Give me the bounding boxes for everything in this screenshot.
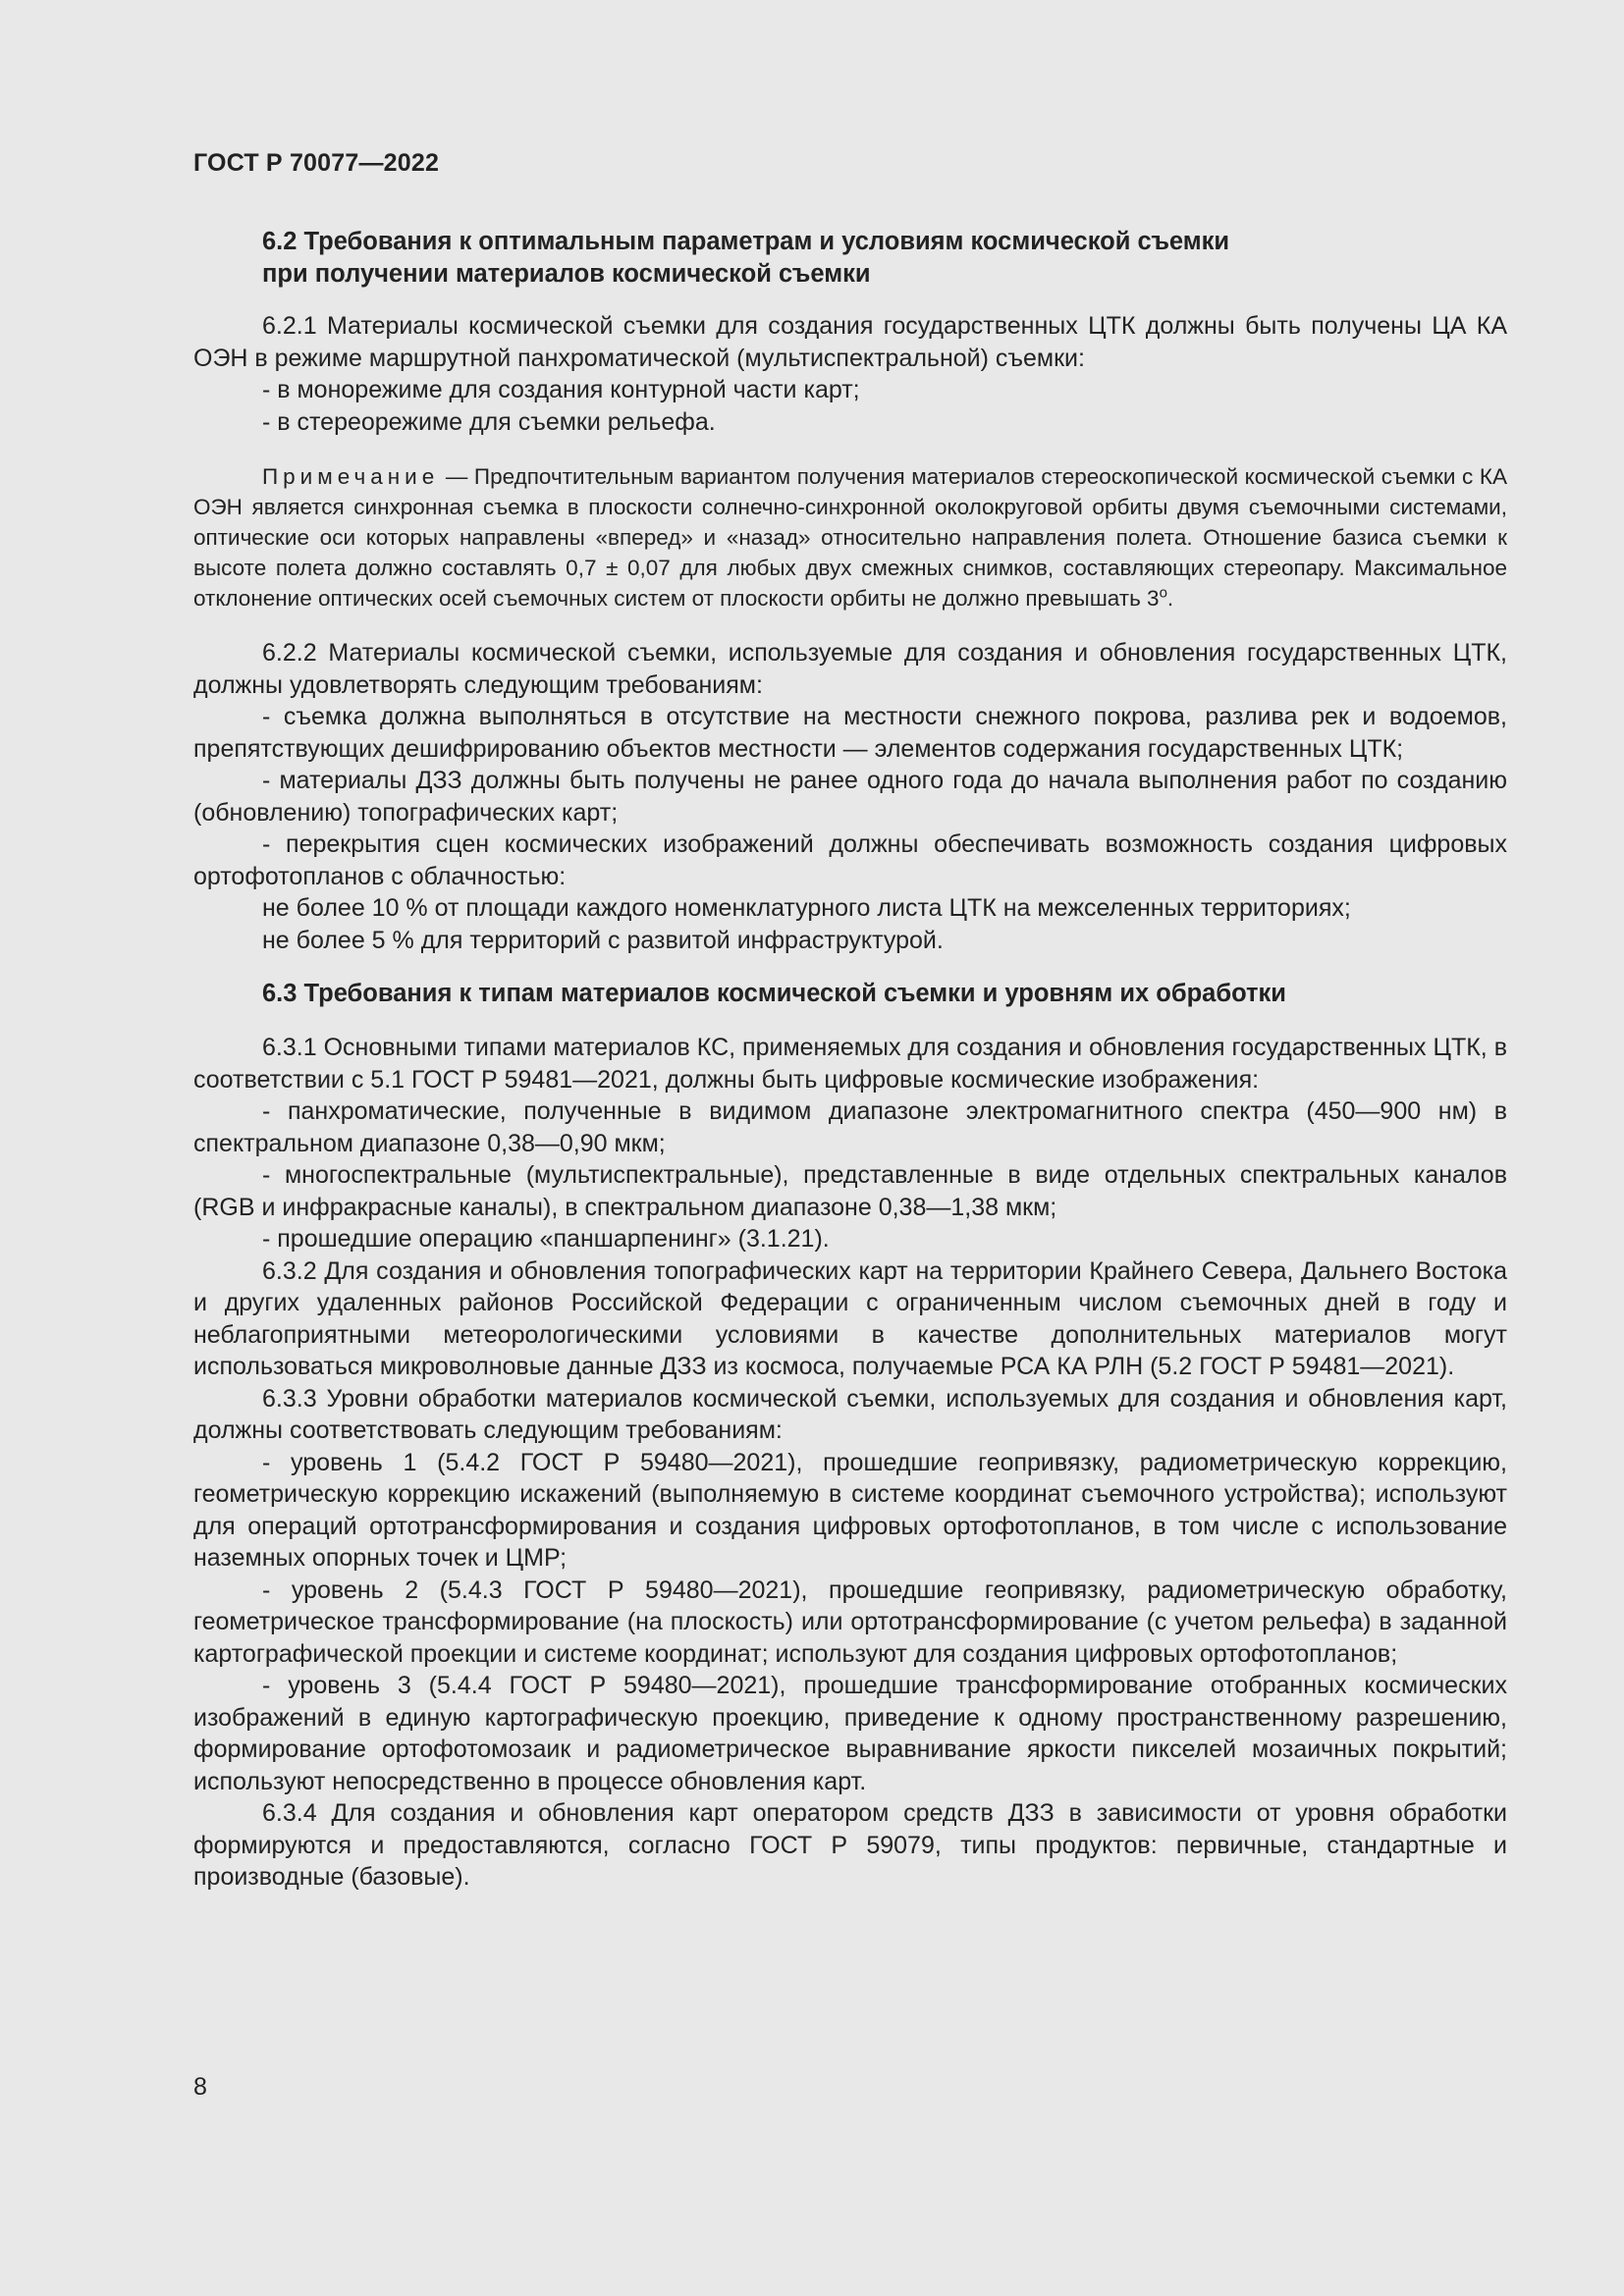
document-header: ГОСТ Р 70077—2022 xyxy=(193,149,440,177)
list-item-snow-cover: - съемка должна выполняться в отсутствие на местности снежного покрова, разлива рек и водоемов, препятствующих дешифрированию объектов местности — элементов содержания государственных ЦТК; xyxy=(193,703,1507,763)
page-number: 8 xyxy=(193,2073,207,2101)
list-item-monomode: - в монорежиме для создания контурной части карт; xyxy=(262,376,860,403)
list-item-multispectral: - многоспектральные (мультиспектральные), представленные в виде отдельных спектральных каналов (RGB и инфракрасные каналы), в спектральном диапазоне 0,38—1,38 мкм; xyxy=(193,1161,1507,1221)
list-item-level-1: - уровень 1 (5.4.2 ГОСТ Р 59480—2021), прошедшие геопривязку, радиометрическую коррекцию, геометрическую коррекцию искажений (выполняемую в системе координат съемочного устройства); используют для операций ортотрансформирования и создания цифровых ортофотопланов, в том числе с использование наземных опорных точек и ЦМР; xyxy=(193,1448,1507,1572)
paragraph-6-3-1: 6.3.1 Основными типами материалов КС, применяемых для создания и обновления государственных ЦТК, в соответствии с 5.1 ГОСТ Р 59481—2021, должны быть цифровые космические изображения: xyxy=(193,1034,1507,1094)
list-item-cloud-5: не более 5 % для территорий с развитой инфраструктурой. xyxy=(262,926,944,954)
paragraph-6-2-2: 6.2.2 Материалы космической съемки, используемые для создания и обновления государственных ЦТК, должны удовлетворять следующим требованиям: xyxy=(193,639,1507,699)
section-6-3-title: 6.3 Требования к типам материалов космической съемки и уровням их обработки xyxy=(262,980,1286,1007)
list-item-pansharpening: - прошедшие операцию «паншарпенинг» (3.1.21). xyxy=(262,1225,830,1253)
note-end: . xyxy=(1166,586,1174,611)
section-6-2-title-line-2: при получении материалов космической съемки xyxy=(262,260,871,288)
list-item-panchromatic: - панхроматические, полученные в видимом диапазоне электромагнитного спектра (450—900 нм) в спектральном диапазоне 0,38—0,90 мкм; xyxy=(193,1097,1507,1157)
section-6-2-title-line-1: 6.2 Требования к оптимальным параметрам и условиям космической съемки xyxy=(262,228,1230,255)
list-item-scene-overlap: - перекрытия сцен космических изображений должны обеспечивать возможность создания цифровых ортофотопланов с облачностью: xyxy=(193,830,1507,890)
note-label: Примечание xyxy=(262,464,440,489)
paragraph-6-3-4: 6.3.4 Для создания и обновления карт оператором средств ДЗЗ в зависимости от уровня обработки формируются и предоставляются, согласно ГОСТ Р 59079, типы продуктов: первичные, стандартные и производные (базовые). xyxy=(193,1799,1507,1891)
list-item-level-2: - уровень 2 (5.4.3 ГОСТ Р 59480—2021), прошедшие геопривязку, радиометрическую обработку, геометрическое трансформирование (на плоскость) или ортотрансформирование (с учетом рельефа) в заданной картографической проекции и системе координат; используют для создания цифровых ортофотопланов; xyxy=(193,1575,1507,1668)
note-text: — Предпочтительным вариантом получения материалов стереоскопической космической съемки с КА ОЭН является синхронная съемка в плоскости солнечно-синхронной околокруговой орбиты двумя съемочными системами, оптические оси которых направлены «вперед» и «назад» относительно направления полета. Отношение базиса съемки к высоте полета должно составлять 0,7 ± 0,07 для любых двух смежных снимков, составляющих стереопару. Максимальное отклонение оптических осей съемочных систем от плоскости орбиты не должно превышать 3 xyxy=(193,464,1507,611)
paragraph-6-3-2: 6.3.2 Для создания и обновления топографических карт на территории Крайнего Севера, Дальнего Востока и других удаленных районов Российской Федерации с ограниченным числом съемочных дней в году и неблагоприятными метеорологическими условиями в качестве дополнительных материалов могут использоваться микроволновые данные ДЗЗ из космоса, получаемые РСА КА РЛН (5.2 ГОСТ Р 59481—2021). xyxy=(193,1256,1507,1380)
note-degree-superscript: о xyxy=(1159,584,1167,602)
paragraph-6-3-3: 6.3.3 Уровни обработки материалов космической съемки, используемых для создания и обновления карт, должны соответствовать следующим требованиям: xyxy=(193,1384,1507,1444)
list-item-cloud-10: не более 10 % от площади каждого номенклатурного листа ЦТК на межселенных территориях; xyxy=(262,894,1351,922)
document-body xyxy=(193,226,1507,1894)
note-paragraph xyxy=(193,461,1507,614)
list-item-level-3: - уровень 3 (5.4.4 ГОСТ Р 59480—2021), прошедшие трансформирование отобранных космических изображений в единую картографическую проекцию, приведение к одному пространственному разрешению, формирование ортофотомозаик и радиометрическое выравнивание яркости пикселей мозаичных покрытий; используют непосредственно в процессе обновления карт. xyxy=(193,1672,1507,1795)
paragraph-6-2-1: 6.2.1 Материалы космической съемки для создания государственных ЦТК должны быть получены ЦА КА ОЭН в режиме маршрутной панхроматической (мультиспектральной) съемки: xyxy=(193,312,1507,372)
list-item-data-age: - материалы ДЗЗ должны быть получены не ранее одного года до начала выполнения работ по созданию (обновлению) топографических карт; xyxy=(193,767,1507,827)
list-item-stereomode: - в стереорежиме для съемки рельефа. xyxy=(262,407,716,436)
